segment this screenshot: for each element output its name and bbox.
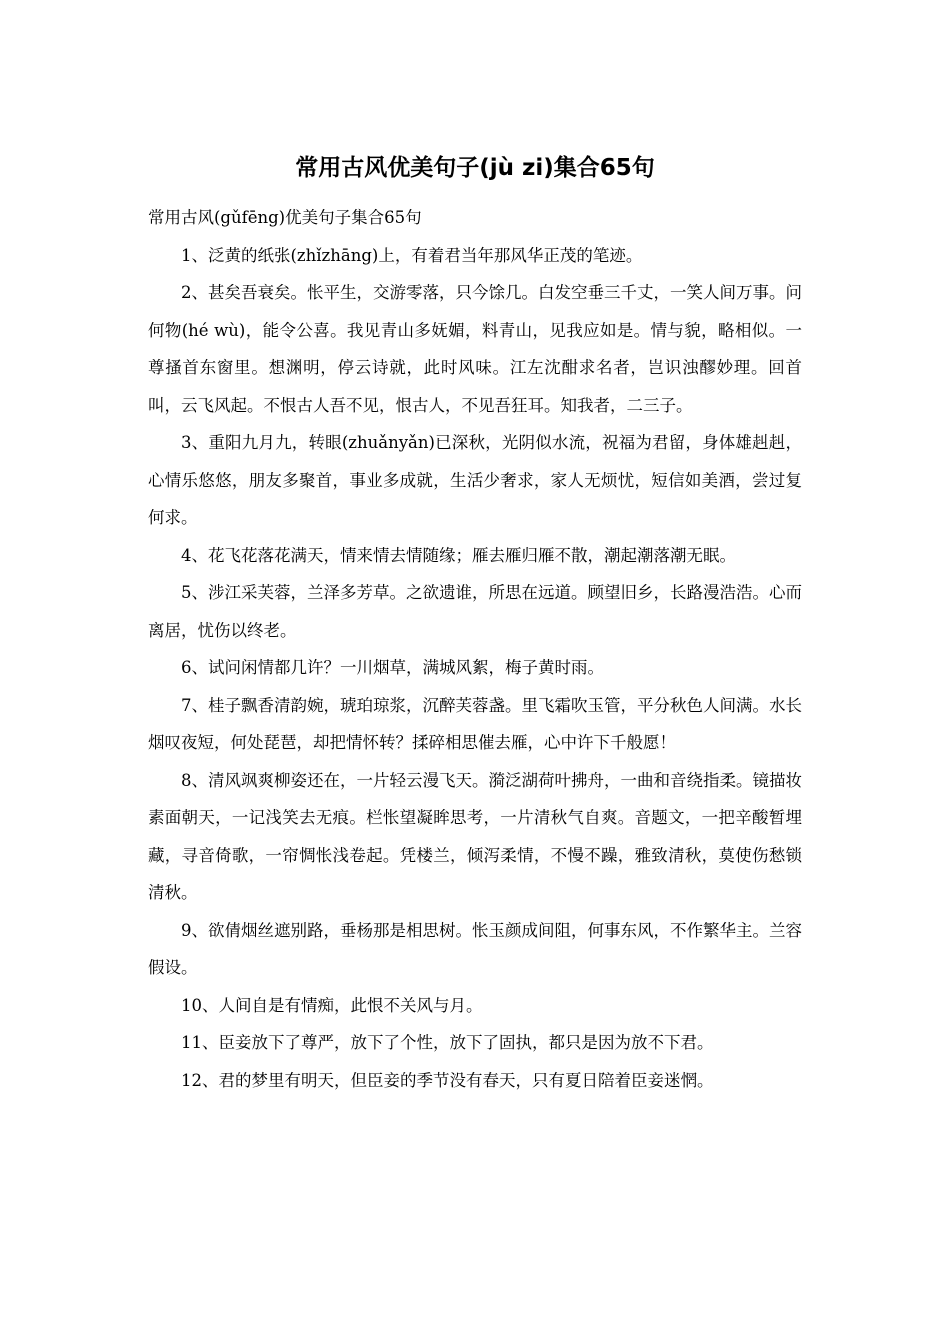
paragraph-4: 4、花飞花落花满天，情来情去情随缘；雁去雁归雁不散，潮起潮落潮无眠。 — [181, 545, 736, 565]
paragraph-11: 11、臣妾放下了尊严，放下了个性，放下了固执，都只是因为放不下君。 — [181, 1033, 714, 1052]
document-body — [148, 199, 802, 1099]
paragraph-10: 10、人间自是有情痴，此恨不关风与月。 — [181, 995, 483, 1015]
paragraph-1: 1、泛黄的纸张(zhǐzhāng)上，有着君当年那风华正茂的笔迹。 — [181, 245, 643, 265]
paragraph-2: 2、甚矣吾衰矣。怅平生，交游零落，只今馀几。白发空垂三千丈，一笑人间万事。问何物(hé wù)，能令公喜。我见青山多妩媚，料青山，见我应如是。情与貌，略相似。一尊搔首东窗里。想渊明，停云诗就，此时风味。江左沈酣求名者，岂识浊醪妙理。回首叫，云飞风起。不恨古人吾不见，恨古人，不见吾狂耳。知我者，二三子。 — [148, 283, 802, 415]
paragraph-5: 5、涉江采芙蓉，兰泽多芳草。之欲遗谁，所思在远道。顾望旧乡，长路漫浩浩。心而离居，忧伤以终老。 — [148, 583, 802, 640]
paragraph-3: 3、重阳九月九，转眼(zhuǎnyǎn)已深秋，光阴似水流，祝福为君留，身体雄赳赳，心情乐悠悠，朋友多聚首，事业多成就，生活少奢求，家人无烦忧，短信如美酒，尝过复何求。 — [148, 433, 802, 527]
paragraph-6: 6、试问闲情都几许？一川烟草，满城风絮，梅子黄时雨。 — [181, 658, 604, 677]
paragraph-9: 9、欲倩烟丝遮别路，垂杨那是相思树。怅玉颜成间阻，何事东风，不作繁华主。兰容假设。 — [148, 920, 802, 977]
paragraph-12: 12、君的梦里有明天，但臣妾的季节没有春天，只有夏日陪着臣妾迷惘。 — [181, 1070, 714, 1090]
document-subtitle: 常用古风(gǔfēng)优美句子集合65句 — [148, 208, 422, 227]
document-title: 常用古风优美句子(jù zi)集合65句 — [295, 155, 655, 181]
paragraph-8: 8、清风飒爽柳姿还在，一片轻云漫飞天。漪泛湖荷叶拂舟，一曲和音绕指柔。镜描妆素面朝天，一记浅笑去无痕。栏怅望凝眸思考，一片清秋气自爽。音题文，一把辛酸暂埋藏，寻音倚歌，一帘惆怅浅卷起。凭楼兰，倾泻柔情，不慢不躁，雅致清秋，莫使伤愁锁清秋。 — [148, 770, 802, 902]
paragraph-7: 7、桂子飘香清韵婉，琥珀琼浆，沉醉芙蓉盏。里飞霜吹玉管，平分秋色人间满。水长烟叹夜短，何处琵琶，却把情怀转？揉碎相思催去雁，心中许下千般愿！ — [148, 695, 802, 752]
